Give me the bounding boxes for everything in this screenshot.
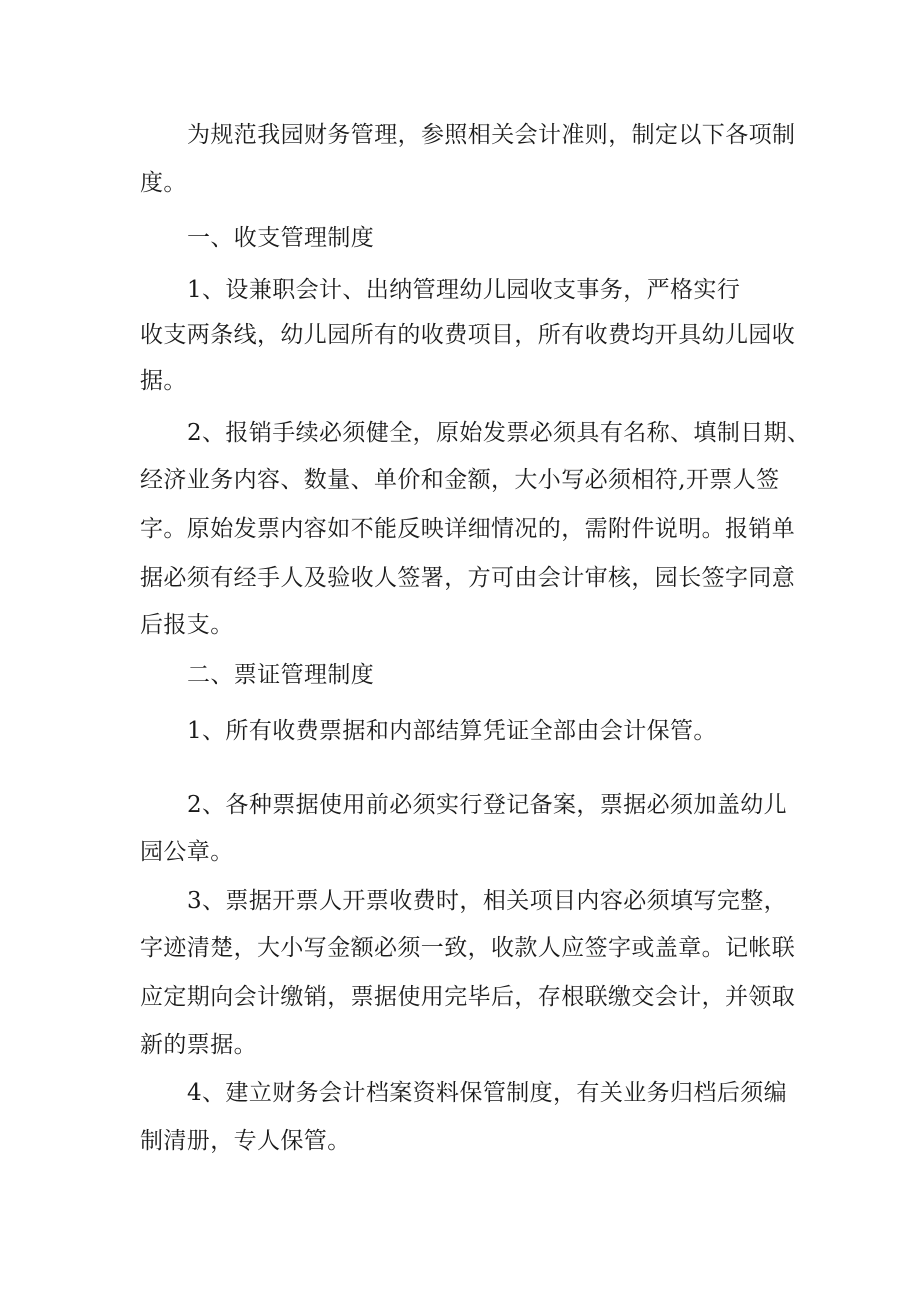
voucher-item-2-line-1: 2、各种票据使用前必须实行登记备案，票据必须加盖幼儿 (187, 792, 788, 818)
section-heading-income-expense: 一、收支管理制度 (187, 225, 375, 251)
paragraph-intro-line-1: 为规范我园财务管理，参照相关会计准则，制定以下各项制 (187, 122, 796, 148)
item-2-line-5: 后报支。 (140, 612, 234, 638)
voucher-item-3-line-4: 新的票据。 (140, 1032, 257, 1058)
item-2-line-3: 字。原始发票内容如不能反映详细情况的，需附件说明。报销单 (140, 516, 796, 542)
item-2-line-1: 2、报销手续必须健全，原始发票必须具有名称、填制日期、 (187, 420, 811, 446)
voucher-item-3-line-1: 3、票据开票人开票收费时，相关项目内容必须填写完整， (187, 888, 788, 914)
paragraph-intro-line-2: 度。 (140, 170, 187, 196)
item-2-line-2: 经济业务内容、数量、单价和金额，大小写必须相符,开票人签 (140, 467, 780, 493)
voucher-item-3-line-2: 字迹清楚，大小写金额必须一致，收款人应签字或盖章。记帐联 (140, 935, 796, 961)
item-1-line-2: 收支两条线，幼儿园所有的收费项目，所有收费均开具幼儿园收 (140, 322, 796, 348)
voucher-item-4-line-2: 制清册，专人保管。 (140, 1128, 351, 1154)
item-2-line-4: 据必须有经手人及验收人签署，方可由会计审核，园长签字同意 (140, 565, 796, 591)
voucher-item-1: 1、所有收费票据和内部结算凭证全部由会计保管。 (187, 718, 717, 744)
item-1-line-3: 据。 (140, 368, 187, 394)
section-heading-voucher: 二、票证管理制度 (187, 662, 375, 688)
voucher-item-3-line-3: 应定期向会计缴销，票据使用完毕后，存根联缴交会计，并领取 (140, 984, 796, 1010)
voucher-item-4-line-1: 4、建立财务会计档案资料保管制度，有关业务归档后须编 (187, 1080, 788, 1106)
item-1-line-1: 1、设兼职会计、出纳管理幼儿园收支事务，严格实行 (187, 277, 741, 303)
voucher-item-2-line-2: 园公章。 (140, 839, 234, 865)
